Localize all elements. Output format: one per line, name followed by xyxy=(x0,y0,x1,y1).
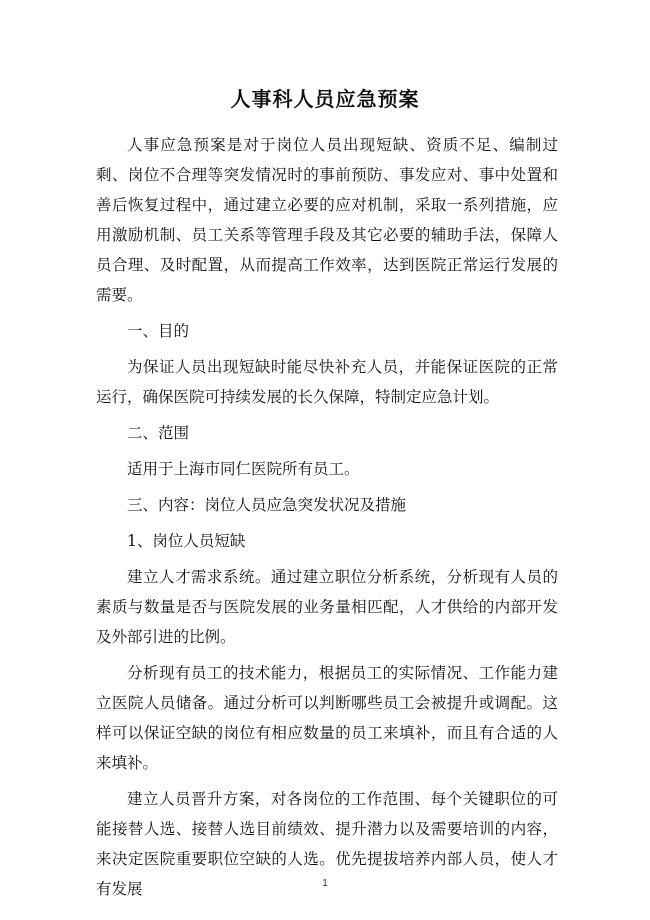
shortage-paragraph-1: 建立人才需求系统。通过建立职位分析系统，分析现有人员的素质与数量是否与医院发展的业务量相匹配，人才供给的内部开发及外部引进的比例。 xyxy=(96,568,558,646)
shortage-paragraph-2: 分析现有员工的技术能力，根据员工的实际情况、工作能力建立医院人员储备。通过分析可以判断哪些员工会被提升或调配。这样可以保证空缺的岗位有相应数量的员工来填补，而且有合适的人来填补。 xyxy=(96,664,558,772)
purpose-paragraph: 为保证人员出现短缺时能尽快补充人员，并能保证医院的正常运行，确保医院可持续发展的长久保障，特制定应急计划。 xyxy=(96,358,558,406)
section-heading-content: 三、内容：岗位人员应急突发状况及措施 xyxy=(127,496,407,514)
intro-paragraph: 人事应急预案是对于岗位人员出现短缺、资质不足、编制过剩、岗位不合理等突发情况时的事前预防、事发应对、事中处置和善后恢复过程中，通过建立必要的应对机制，采取一系列措施，应用激励机制、员工关系等管理手段及其它必要的辅助手法，保障人员合理、及时配置，从而提高工作效率，达到医院正常运行发展的需要。 xyxy=(96,136,558,304)
section-heading-scope: 二、范围 xyxy=(127,424,190,442)
section-heading-purpose: 一、目的 xyxy=(127,322,190,340)
document-title: 人事科人员应急预案 xyxy=(230,87,420,111)
page-number: 1 xyxy=(322,878,328,889)
shortage-paragraph-3: 建立人员晋升方案，对各岗位的工作范围、每个关键职位的可能接替人选、接替人选目前绩效、提升潜力以及需要培训的内容，来决定医院重要职位空缺的人选。优先提拔培养内部人员，使人才有发展 xyxy=(96,790,558,898)
subsection-heading-shortage: 1、岗位人员短缺 xyxy=(127,532,246,550)
document-body xyxy=(96,130,558,910)
scope-paragraph: 适用于上海市同仁医院所有员工。 xyxy=(127,460,360,478)
